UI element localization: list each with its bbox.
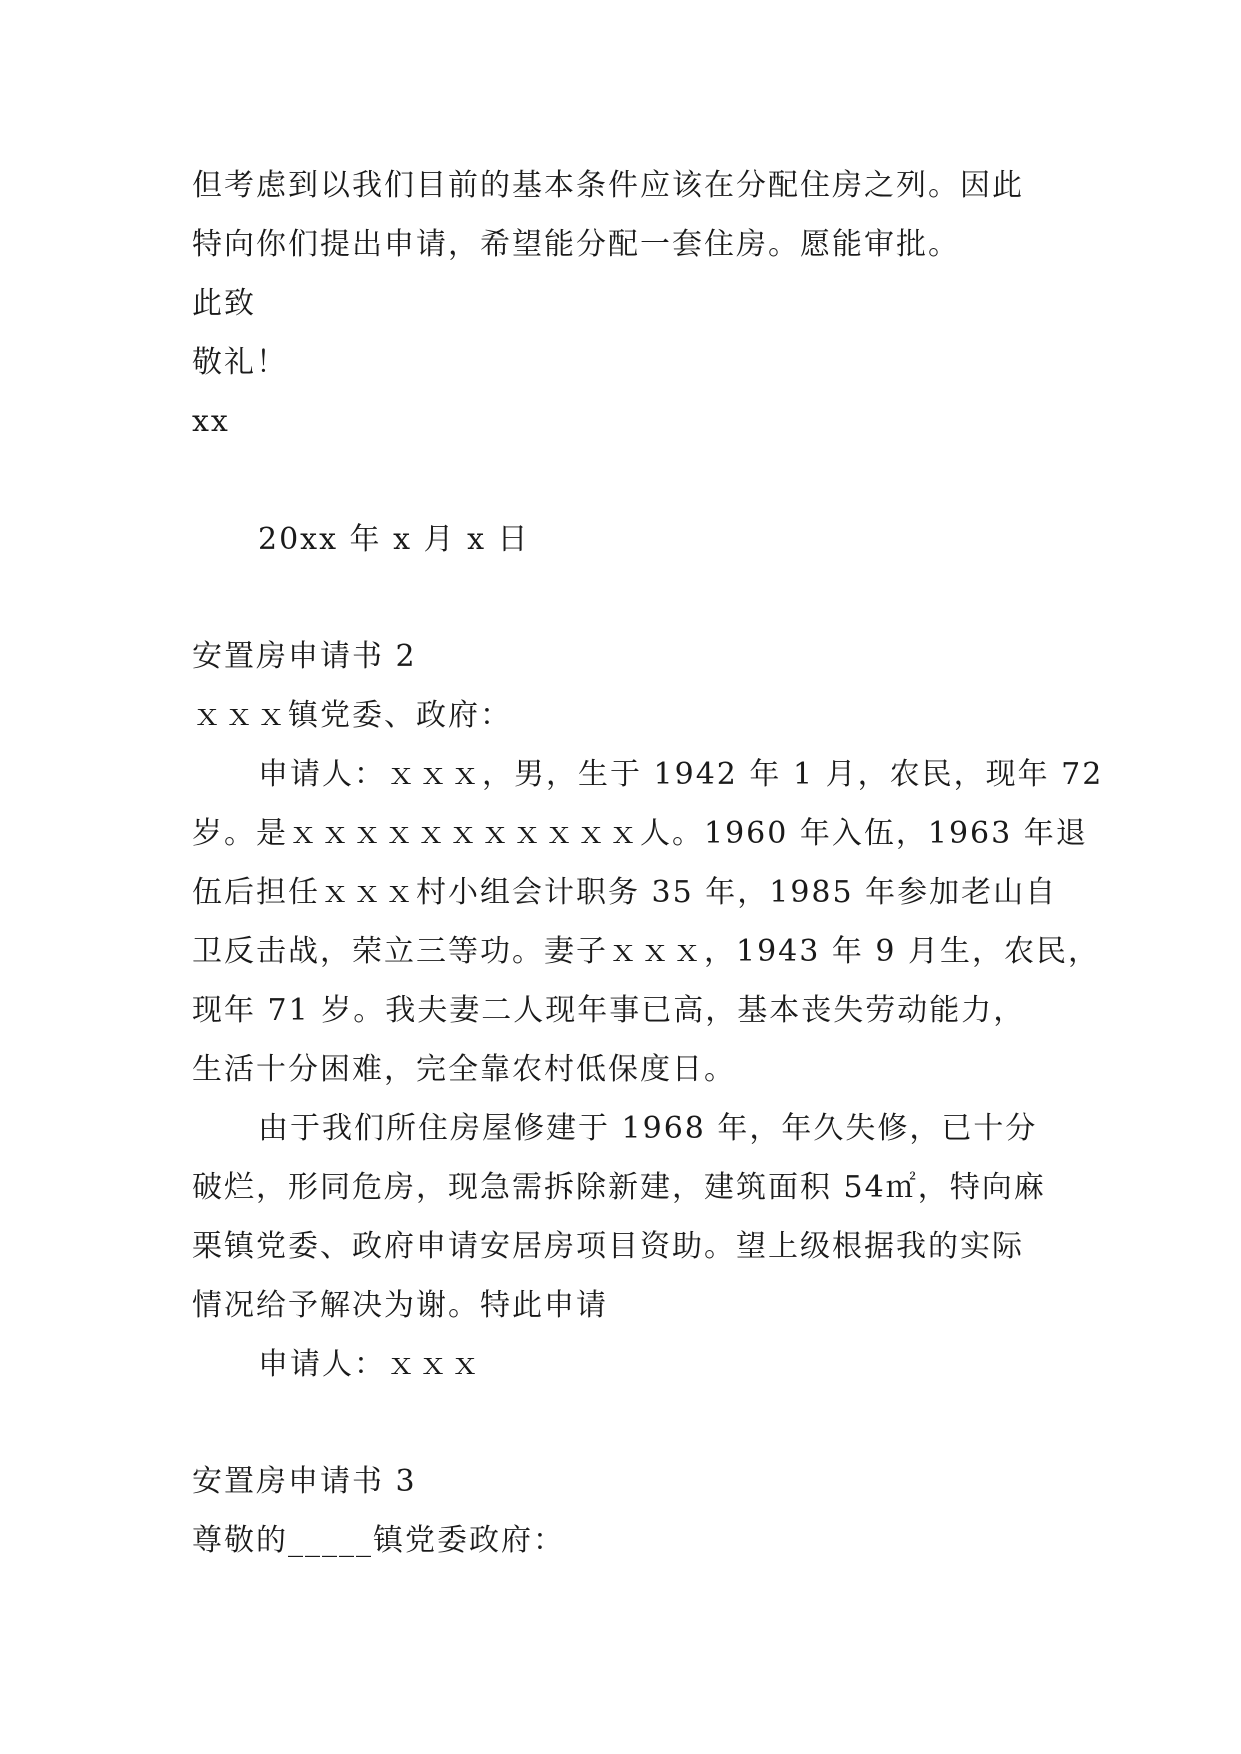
paragraph-line: 伍后担任ｘｘｘ村小组会计职务 35 年，1985 年参加老山自 (192, 875, 1058, 910)
applicant-line: 申请人：ｘｘｘ (258, 1347, 482, 1382)
paragraph-line: 现年 71 岁。我夫妻二人现年事已高，基本丧失劳动能力， (192, 993, 1026, 1028)
signer-name: xx (192, 404, 230, 439)
addressee-line: 尊敬的_____镇党委政府： (192, 1523, 565, 1558)
closing-line: 此致 (192, 286, 256, 321)
addressee-line: ｘｘｘ镇党委、政府： (192, 698, 512, 733)
section-title: 安置房申请书 2 (192, 639, 417, 674)
paragraph-line: 情况给予解决为谢。特此申请 (192, 1288, 608, 1323)
paragraph-line: 栗镇党委、政府申请安居房项目资助。望上级根据我的实际 (192, 1229, 1024, 1264)
closing-line: 敬礼！ (192, 345, 288, 380)
date-line: 20xx 年 x 月 x 日 (258, 522, 530, 557)
paragraph-line: 卫反击战，荣立三等功。妻子ｘｘｘ，1943 年 9 月生，农民， (192, 934, 1101, 969)
paragraph-line: 但考虑到以我们目前的基本条件应该在分配住房之列。因此 (192, 168, 1024, 203)
paragraph-line: 破烂，形同危房，现急需拆除新建，建筑面积 54㎡，特向麻 (192, 1170, 1046, 1205)
section-title: 安置房申请书 3 (192, 1464, 417, 1499)
paragraph-line: 岁。是ｘｘｘｘｘｘｘｘｘｘｘ人。1960 年入伍，1963 年退 (192, 816, 1088, 851)
paragraph-line: 由于我们所住房屋修建于 1968 年，年久失修，已十分 (258, 1111, 1038, 1146)
paragraph-line: 特向你们提出申请，希望能分配一套住房。愿能审批。 (192, 227, 960, 262)
paragraph-line: 生活十分困难，完全靠农村低保度日。 (192, 1052, 736, 1087)
paragraph-line: 申请人：ｘｘｘ，男，生于 1942 年 1 月，农民，现年 72 (258, 757, 1104, 792)
